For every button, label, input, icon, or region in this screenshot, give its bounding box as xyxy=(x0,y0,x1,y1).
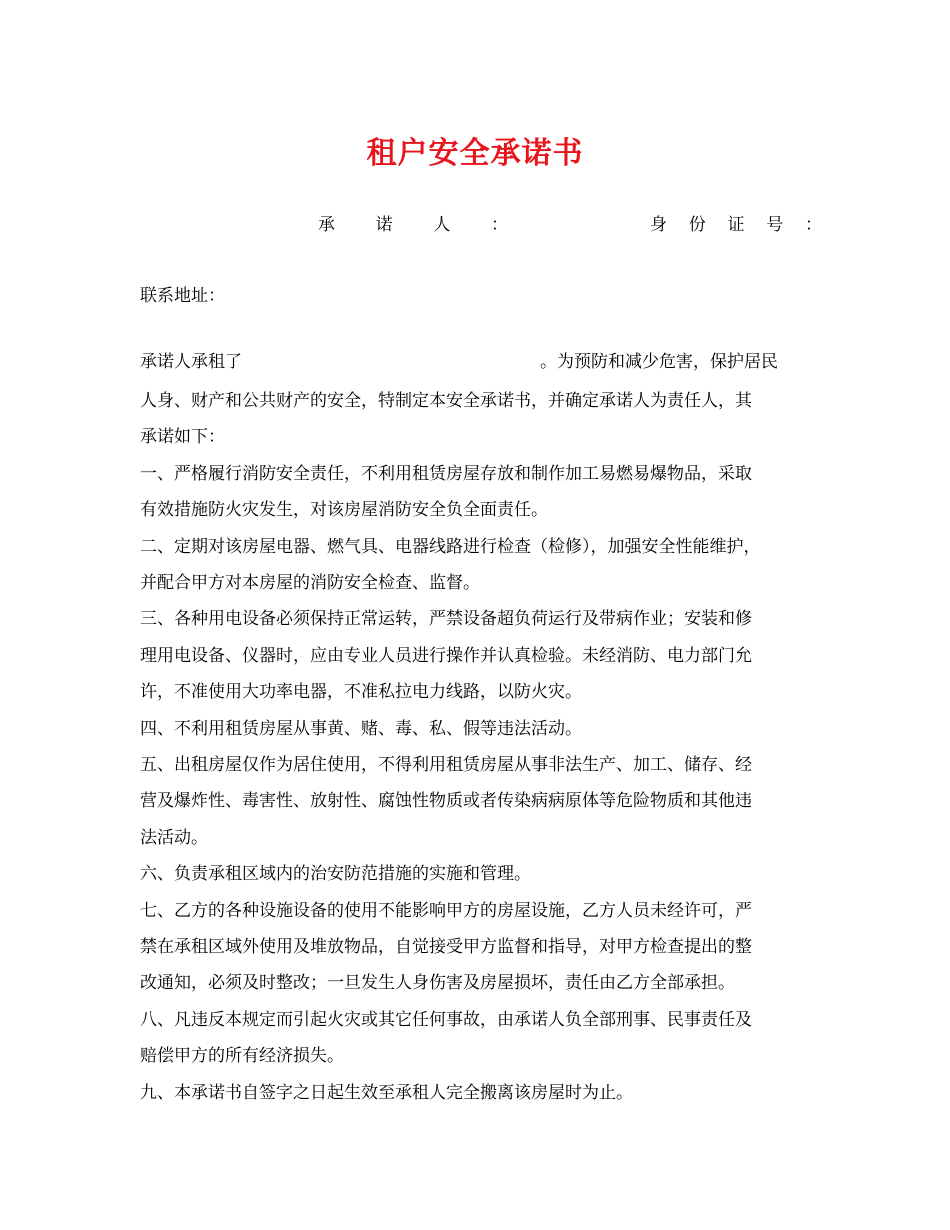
body-line: 法活动。 xyxy=(140,827,208,848)
body-line: 改通知，必须及时整改；一旦发生人身伤害及房屋损坏，责任由乙方全部承担。 xyxy=(140,973,735,994)
intro-part-1: 承诺人承租了 xyxy=(140,352,242,372)
body-line: 赔偿甲方的所有经济损失。 xyxy=(140,1046,344,1067)
body-line: 许，不准使用大功率电器，不准私拉电力线路，以防火灾。 xyxy=(140,682,582,703)
body-line: 承诺如下： xyxy=(140,427,225,448)
promisor-label: 承 诺 人 ： xyxy=(318,215,508,235)
body-line: 八、凡违反本规定而引起火灾或其它任何事故，由承诺人负全部刑事、民事责任及 xyxy=(140,1009,752,1030)
body-line: 理用电设备、仪器时，应由专业人员进行操作并认真检验。未经消防、电力部门允 xyxy=(140,645,752,666)
body-line: 并配合甲方对本房屋的消防安全检查、监督。 xyxy=(140,573,480,593)
body-line: 营及爆炸性、毒害性、放射性、腐蚀性物质或者传染病病原体等危险物质和其他违 xyxy=(140,791,752,812)
body-line: 五、出租房屋仅作为居住使用，不得利用租赁房屋从事非法生产、加工、储存、经 xyxy=(140,755,752,775)
body-line: 一、严格履行消防安全责任，不利用租赁房屋存放和制作加工易燃易爆物品，采取 xyxy=(140,463,752,484)
body-line: 三、各种用电设备必须保持正常运转，严禁设备超负荷运行及带病作业；安装和修 xyxy=(140,609,752,630)
body-line: 禁在承租区域外使用及堆放物品，自觉接受甲方监督和指导，对甲方检查提出的整 xyxy=(140,937,752,957)
body-line: 六、负责承租区域内的治安防范措施的实施和管理。 xyxy=(140,864,531,885)
id-number-label: 身 份 证 号 ： xyxy=(650,215,822,235)
body-line: 九、本承诺书自签字之日起生效至承租人完全搬离该房屋时为止。 xyxy=(140,1082,633,1103)
intro-part-2: 。为预防和减少危害，保护居民 xyxy=(540,352,778,372)
body-line: 有效措施防火灾发生，对该房屋消防安全负全面责任。 xyxy=(140,500,548,521)
body-line: 二、定期对该房屋电器、燃气具、电器线路进行检查（检修），加强安全性能维护， xyxy=(140,536,761,557)
document-title: 租户安全承诺书 xyxy=(366,136,584,171)
body-line: 七、乙方的各种设施设备的使用不能影响甲方的房屋设施，乙方人员未经许可，严 xyxy=(140,900,752,921)
body-line: 四、不利用租赁房屋从事黄、赌、毒、私、假等违法活动。 xyxy=(140,718,582,739)
address-label: 联系地址： xyxy=(140,286,225,306)
body-line: 人身、财产和公共财产的安全，特制定本安全承诺书，并确定承诺人为责任人，其 xyxy=(140,391,752,411)
